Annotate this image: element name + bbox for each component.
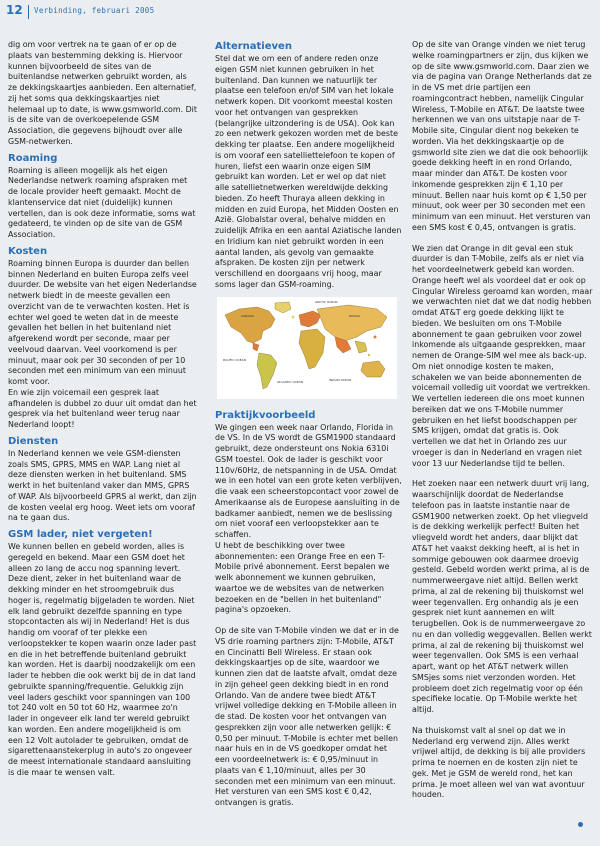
map-label-pacific: PACIFIC OCEAN bbox=[223, 357, 246, 362]
praktijk-paragraph-3: Op de site van T-Mobile vinden we dat er in de VS drie roaming partners zijn: T-Mobile, AT&T en Cincinatti Bell Wireless. Er staan ook dekkingskaartjes op de site, waardoor we kunnen zien dat de laatste afvalt, omdat deze in zijn geheel geen dekking biedt in en rond Orlando. Van de andere twee biedt AT&T vrijwel volledige dekking en T-Mobile alleen in de stad. De kosten voor het ontvangen van gesprekken zijn voor alle netwerken gelijk: € 0,50 per minuut. T-Mobile is echter met bellen naar huis en in de VS goedkoper omdat het een voordeelnetwerk is: € 0,95/minuut in plaats van € 1,10/minuut, alles per 30 seconden met een minimum van een minuut. Het versturen van een SMS kost € 0,42, ontvangen is gratis. bbox=[215, 626, 399, 807]
end-of-article-mark bbox=[578, 822, 583, 827]
col3-paragraph-2: We zien dat Orange in dit geval een stuk duurder is dan T-Mobile, zelfs als er niet via het voordeelnetwerk gebeld kan worden. Orange heeft wel als voordeel dat er ook op Cingular Wireless geroamd kan worden, maar we verwachten niet dat we dat nodig hebben omdat AT&T erg goede dekking lijkt te bieden. We besluiten om ons T-Mobile abonnement te gaan gebruiken voor zowel inkomende als uitgaande gesprekken, maar nemen de Orange-SIM wel mee als back-up. bbox=[412, 243, 593, 360]
running-title: Verbinding, februari 2005 bbox=[34, 6, 155, 15]
header-divider bbox=[28, 5, 29, 19]
world-map-image bbox=[217, 297, 397, 399]
col3-paragraph-5: Na thuiskomst valt al snel op dat we in Nederland erg verwend zijn. Alles werkt vrijwel altijd, de dekking is bij alle providers prima te noemen en de kosten zijn niet te gek. Met je GSM de wereld rond, het kan prima. Je moet alleen wel van wat avontuur houden. bbox=[412, 725, 586, 800]
column-2 bbox=[215, 40, 402, 809]
roaming-paragraph: Roaming is alleen mogelijk als het eigen Nederlandse netwerk roaming afspraken met de locale provider heeft gemaakt. Mocht de klantenservice dat niet (duidelijk) kunnen vertellen, dan is ook deze informatie, soms wat gedateerd, te vinden op de site van de GSM Association. bbox=[8, 165, 196, 239]
kosten-paragraph-1: Roaming binnen Europa is duurder dan bellen binnen Nederland en buiten Europa zelfs veel duurder. De website van het eigen Nederlandse netwerk biedt in de meeste gevallen een overzicht van de te verwachten kosten. Het is echter wel goed te weten dat in de meeste gevallen het bellen in het buitenland niet afgerekend wordt per seconde, maar per veelvoud daarvan. Veel voorkomend is per minuut, maar ook per 30 seconden of per 10 seconden met een minimum van een minuut komt voor. bbox=[8, 258, 197, 386]
praktijk-paragraph-1: We gingen een week naar Orlando, Florida in de VS. In de VS wordt de GSM1900 standaard gebruikt, deze ondersteunt ons Nokia 6310i GSM toestel. Ook de lader is geschikt voor 110v/60Hz, de netspanning in de USA. Omdat we in een hotel van een grote keten verblijven, die vaak een scheerstopcontact voor zowel de Amerikaanse als de Europese aansluiting in de badkamer aanbiedt, nemen we de beslissing om niet vooraf een verloopstekker aan te schaffen. bbox=[215, 422, 402, 539]
lader-heading: GSM lader, niet vergeten! bbox=[8, 529, 153, 540]
kosten-paragraph-2: En wie zijn voicemail een gesprek laat afhandelen is dubbel zo duur uit omdat dan het gesprek via het buitenland weer terug naar Nederland loopt! bbox=[8, 387, 197, 429]
lader-paragraph: We kunnen bellen en gebeld worden, alles is geregeld en bekend. Maar een GSM doet het alleen zo lang de accu nog spanning levert. Deze dient, zeker in het buitenland waar de dekking minder en het stroomgebruik dus hoger is, regelmatig bijgeladen te worden. Niet elk land gebruikt dezelfde spanning en type stopcontacten als wij in Nederland! Het is dus handig om vooraf of ter plekke een verloopstekker te kopen waarin onze lader past en die in het betreffende buitenland gebruikt kan worden. Het is daarbij noodzakelijk om een lader te hebben die ook werkt bij de in dat land gebruikte spanning/frequentie. Gelukkig zijn veel laders geschikt voor spanningen van 100 tot 240 volt en 50 tot 60 Hz, waarmee zo'n lader in ongeveer elk land ter wereld gebruikt kan worden. Een andere mogelijkheid is om een 12 Volt autolader te gebruiken, omdat de sigarettenaanstekerplug in auto's zo ongeveer de meest internationale standaard aansluiting is die maar te wensen valt. bbox=[8, 542, 197, 777]
map-label-indian: INDIAN OCEAN bbox=[329, 377, 352, 382]
running-header bbox=[0, 0, 600, 24]
map-label-canada: CANADA bbox=[241, 313, 254, 318]
world-map-graphic bbox=[217, 297, 397, 399]
alternatieven-paragraph: Stel dat we om een of andere reden onze eigen GSM niet kunnen gebruiken in het buitenland. Dan kunnen we natuurlijk ter plaatse een telefoon en/of SIM van het lokale netwerk kopen. Dit voorkomt meestal kosten voor het ontvangen van gesprekken (belangrijke uitzondering is de USA). Ook kan zo een netwerk gekozen worden met de beste dekking ter plaatse. Een andere mogelijkheid is om vooraf een satelliettelefoon te kopen of huren, liefst een waarin onze eigen SIM gebruikt kan worden. Let er wel op dat niet alle satellietnetwerken wereldwijde dekking bieden. Zo heeft Thuraya alleen dekking in midden en zuid Europa, het Midden Oosten en Azië. Globalstar overal, behalve midden en zuidelijk Afrika en een aantal Aziatische landen en Iridium kan niet gebruikt worden in een aantal landen, als gevolg van gemaakte afspraken. De kosten zijn per netwerk verschillend en doorgaans vrij hoog, maar soms lager dan GSM-roaming. bbox=[215, 54, 402, 289]
column-3 bbox=[412, 40, 594, 801]
map-label-top: ARCTIC OCEAN bbox=[315, 299, 338, 304]
alternatieven-heading: Alternatieven bbox=[215, 41, 292, 52]
kosten-heading: Kosten bbox=[8, 245, 48, 257]
praktijk-paragraph-2: U hebt de beschikking over twee abonnementen: een Orange Free en een T-Mobile privé abonnement. Eerst bepalen we welk abonnement we kunnen gebruiken, waartoe we de websites van de netwerken bezoeken en de "bellen in het buitenland" pagina's opzoeken. bbox=[215, 540, 390, 615]
page-number: 12 bbox=[6, 3, 23, 17]
roaming-heading: Roaming bbox=[8, 152, 58, 164]
col3-paragraph-4: Het zoeken naar een netwerk duurt vrij lang, waarschijnlijk doordat de Nederlandse telefoon pas in laatste instantie naar de GSM1900 netwerken zoekt. Op het vliegveld is de dekking werkelijk perfect! Buiten het vliegveld wordt het anders, daar blijkt dat AT&T het vaakst dekking heeft, al is het in sommige gebouwen ook daarmee droevig gesteld. Gebeld worden werkt prima, al is de nummerweergave niet altijd. Bellen werkt prima, al zal de rekening bij thuiskomst wel weer tegenvallen. Erg onhandig als je een gesprek niet kunt aannemen en wilt terugbellen. Ook is de nummerweergave zo nu en dan volledig weggevallen. Bellen werkt prima, al zal de rekening bij thuiskomst wel weer tegenvallen. Ook SMS is een verhaal apart, want op het AT&T netwerk willen SMSjes soms niet verzonden worden. Het probleem doet zich regelmatig voor op één specifieke locatie. Op T-Mobile werkte het altijd. bbox=[412, 479, 592, 714]
map-label-russia: RUSSIA bbox=[349, 313, 361, 318]
col3-paragraph-1: Op de site van Orange vinden we niet terug welke roamingpartners er zijn, dus kijken we op de site www.gsmworld.com. Daar zien we via de pagina van Orange Netherlands dat ze in de VS met drie partijen een roamingcontract hebben, namelijk Cingular Wireless, T-Mobile en AT&T. De laatste twee herkennen we van ons uitstapje naar de T-Mobile site, Cingular dient nog bekeken te worden. Via het dekkingskaartje op de gsmworld site zien we dat die ook behoorlijk goede dekking heeft in en rond Orlando, maar minder dan AT&T. De kosten voor inkomende gesprekken zijn € 1,10 per minuut. Bellen naar huis komt op € 1,50 per minuut, ook weer per 30 seconden met een minimum van een minuut. Het versturen van een SMS kost € 0,45, ontvangen is gratis. bbox=[412, 40, 592, 232]
col3-paragraph-3: Om niet onnodige kosten te maken, schakelen we van beide abonnementen de voicemail volledig uit voordat we vertrekken. We vertellen iedereen die ons moet kunnen bereiken dat we ons T-Mobile nummer gebruiken en het liefst boodschappen per SMS krijgen, omdat dat gratis is. Ook vertellen we dat het in Orlando zes uur vroeger is dan in Nederland en vragen niet voor 13 uur Nederlandse tijd te bellen. bbox=[412, 361, 591, 468]
map-label-atlantic: ATLANTIC OCEAN bbox=[277, 379, 304, 384]
praktijk-heading: Praktijkvoorbeeld bbox=[215, 409, 316, 421]
diensten-heading: Diensten bbox=[8, 435, 59, 447]
diensten-paragraph: In Nederland kennen we vele GSM-diensten zoals SMS, GPRS, MMS en WAP. Lang niet al deze diensten werken in het buitenland. SMS werkt in het buitenland vaker dan MMS, GPRS of WAP. Als bijvoorbeeld GPRS al werkt, dan zijn de kosten veelal erg hoog. Weet iets om vooraf na te gaan dus. bbox=[8, 448, 197, 523]
intro-paragraph: dig om voor vertrek na te gaan of er op de plaats van bestemming dekking is. Hiervoor kunnen bijvoorbeeld de sites van de buitenlandse netwerken gebruikt worden, als ze dekkingskaartjes aanbieden. Een alternatief, zij het soms qua dekkingskaartjes niet helemaal up to date, is www.gsmworld.com. Dit is de site van de overkoepelende GSM Association, die gegevens bijhoudt over alle GSM-netwerken. bbox=[8, 40, 197, 146]
column-1 bbox=[8, 40, 198, 779]
